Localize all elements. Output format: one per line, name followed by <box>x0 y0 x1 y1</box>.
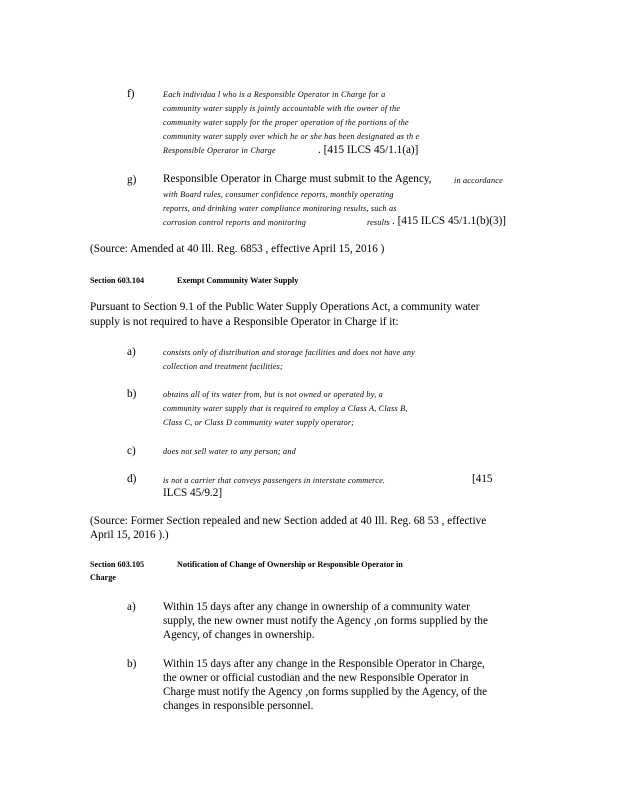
notify-item-a-line-1: Within 15 days after any change in ownership of a community water <box>163 601 470 613</box>
item-g-label: g) <box>127 174 137 186</box>
section-105-number: Section 603.105 <box>90 560 145 569</box>
notify-item-a-label: a) <box>127 601 136 613</box>
item-f-label: f) <box>127 88 135 100</box>
item-f-line-3: community water supply for the proper operation of the portions of the <box>163 118 409 127</box>
notify-item-b-label: b) <box>127 658 137 670</box>
notify-item-b-line-3: Charge must notify the Agency ,on forms supplied by the Agency, of the <box>163 686 488 698</box>
section-104-title: Exempt Community Water Supply <box>177 276 299 285</box>
item-f-line-4: community water supply over which he or she has been designated as th e <box>163 132 420 141</box>
exempt-item-c-line-1: does not sell water to any person; and <box>163 447 296 456</box>
section-105-title: Notification of Change of Ownership or Responsible Operator in <box>177 560 403 569</box>
exempt-item-a-line-1: consists only of distribution and storage facilities and does not have any <box>163 348 415 357</box>
exempt-item-b-line-1: obtains all of its water from, but is not owned or operated by, a <box>163 390 383 399</box>
item-g-line-2: reports, and drinking water compliance monitoring results, such as <box>163 204 397 213</box>
exempt-item-d-citation-2: ILCS 45/9.2] <box>163 487 223 499</box>
item-g-line-3: corrosion control reports and monitoring <box>163 218 307 227</box>
notify-item-b-line-4: changes in responsible personnel. <box>163 700 314 712</box>
exempt-item-d-label: d) <box>127 473 137 485</box>
source-note-repealed-line-2: April 15, 2016 ).) <box>90 529 169 541</box>
item-g-last-italic: results <box>367 218 390 227</box>
pursuant-line-1: Pursuant to Section 9.1 of the Public Water Supply Operations Act, a community water <box>90 301 480 313</box>
exempt-item-b-label: b) <box>127 388 137 400</box>
section-104-number: Section 603.104 <box>90 276 145 285</box>
item-f-citation: . [415 ILCS 45/1.1(a)] <box>318 144 419 156</box>
item-f-line-2: community water supply is jointly accountable with the owner of the <box>163 104 401 113</box>
item-g-citation: . [415 ILCS 45/1.1(b)(3)] <box>392 215 507 227</box>
exempt-item-d-line-1: is not a carrier that conveys passengers in interstate commerce. <box>163 476 386 485</box>
item-g-line-1: with Board rules, consumer confidence reports, monthly operating <box>163 190 394 199</box>
exempt-item-d-citation-1: [415 <box>472 473 493 485</box>
source-note-repealed-line-1: (Source: Former Section repealed and new Section added at 40 Ill. Reg. 68 53 , effective <box>90 515 487 527</box>
exempt-item-a-line-2: collection and treatment facilities; <box>163 362 283 371</box>
source-note-amended: (Source: Amended at 40 Ill. Reg. 6853 , effective April 15, 2016 ) <box>90 243 385 255</box>
exempt-item-b-line-3: Class C, or Class D community water supply operator; <box>163 418 355 427</box>
notify-item-b-line-2: the owner or official custodian and the new Responsible Operator in <box>163 672 469 684</box>
exempt-item-b-line-2: community water supply that is required to employ a Class A, Class B, <box>163 404 408 413</box>
item-g-lead-italic: in accordance <box>454 176 503 185</box>
section-105-title-continued: Charge <box>90 573 116 582</box>
item-g-lead: Responsible Operator in Charge must submit to the Agency, <box>163 173 432 185</box>
notify-item-a-line-2: supply, the new owner must notify the Agency ,on forms supplied by the <box>163 615 488 627</box>
item-f-line-5: Responsible Operator in Charge <box>163 146 276 155</box>
pursuant-line-2: supply is not required to have a Responsible Operator in Charge if it: <box>90 316 399 328</box>
exempt-item-c-label: c) <box>127 445 136 457</box>
notify-item-a-line-3: Agency, of changes in ownership. <box>163 629 315 641</box>
notify-item-b-line-1: Within 15 days after any change in the Responsible Operator in Charge, <box>163 658 485 670</box>
item-f-line-1: Each individua l who is a Responsible Operator in Charge for a <box>163 90 386 99</box>
exempt-item-a-label: a) <box>127 346 136 358</box>
